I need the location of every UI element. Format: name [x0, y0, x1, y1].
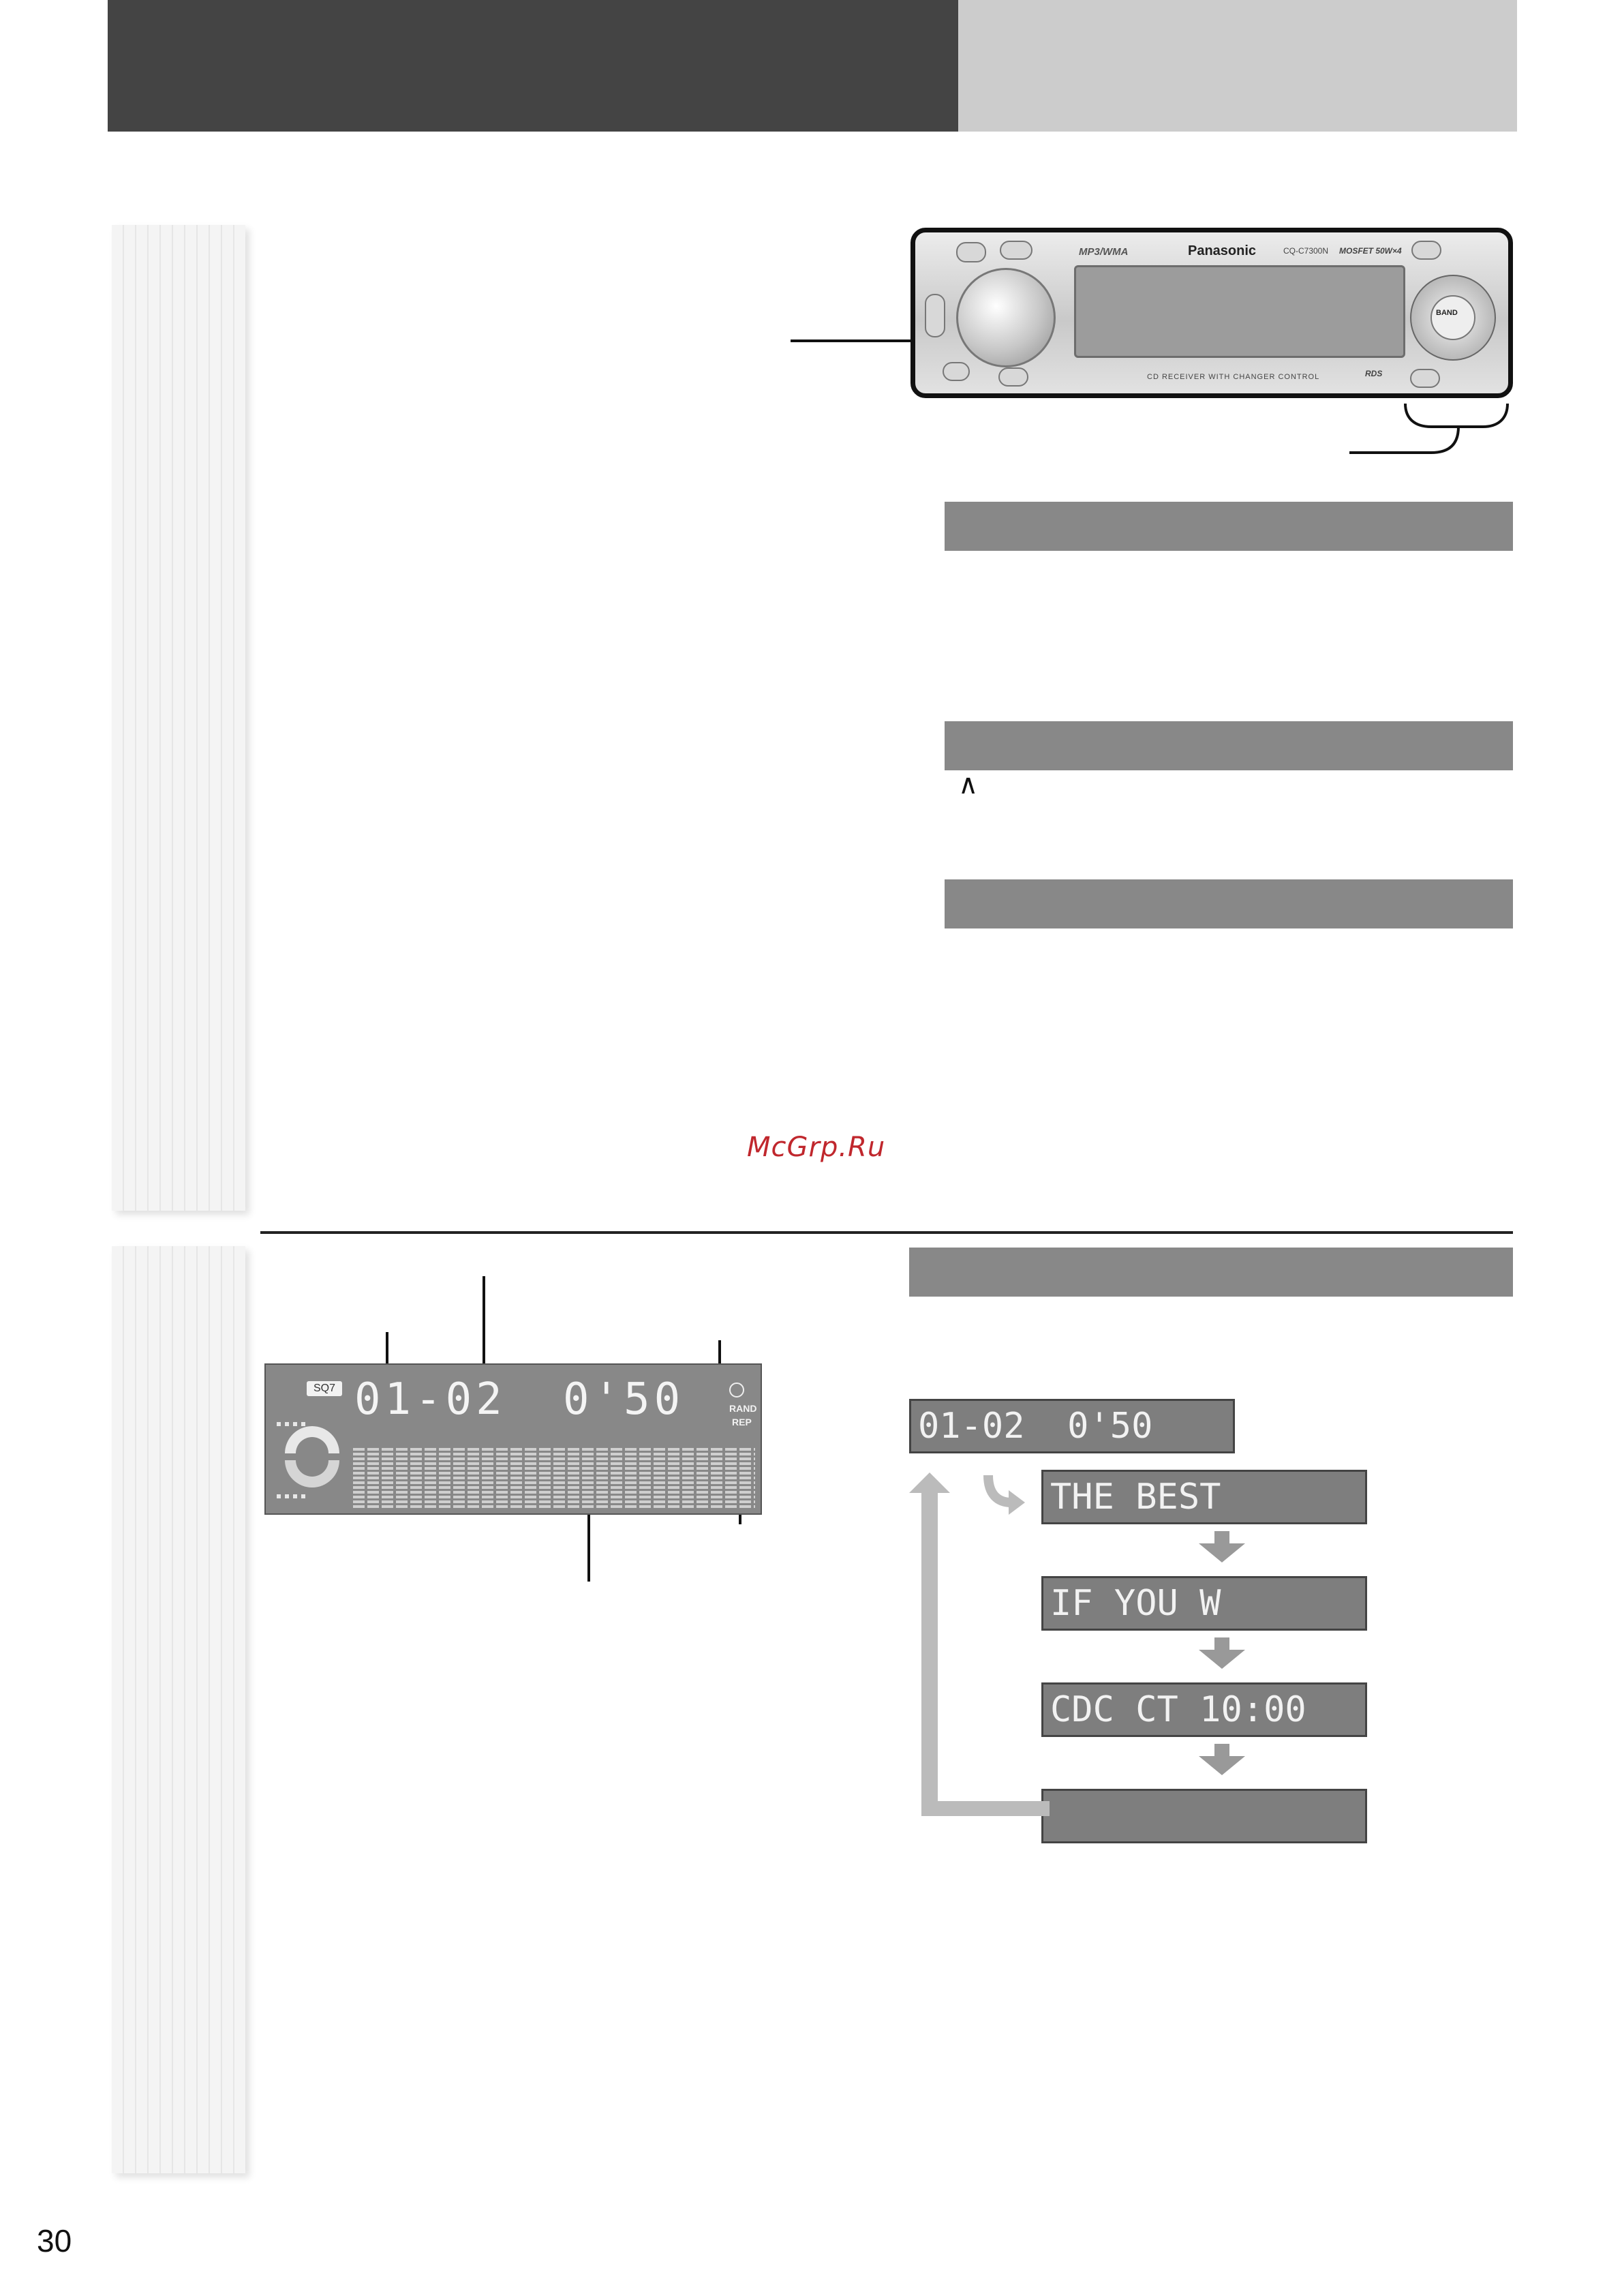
- model-number: CQ-C7300N: [1283, 246, 1329, 256]
- down-arrow-icon: [1199, 1543, 1245, 1562]
- track-readout: 01-02: [354, 1374, 506, 1425]
- down-arrow-icon: [1199, 1650, 1245, 1669]
- faceplate-screen: [1074, 265, 1405, 358]
- page-number: 30: [37, 2223, 72, 2259]
- head-unit-faceplate: [911, 228, 1513, 398]
- display-step-1: THE BEST: [1041, 1470, 1367, 1524]
- sq-badge: SQ7: [307, 1381, 342, 1396]
- rds-badge: RDS: [1365, 369, 1383, 378]
- format-badge: MP3/WMA: [1079, 246, 1129, 258]
- arrow-stem-1: [1214, 1531, 1229, 1543]
- sidebar-stripes-top: [112, 225, 245, 1211]
- callout-line-source: [791, 339, 912, 342]
- time-readout: 0'50: [563, 1374, 685, 1425]
- section-bar-3: [945, 879, 1513, 928]
- volume-knob: [956, 268, 1056, 367]
- sel-button: [998, 367, 1028, 387]
- caret-symbol: ∧: [958, 769, 979, 800]
- band-label: BAND: [1436, 309, 1458, 317]
- spectrum-bars: [353, 1447, 755, 1508]
- rep-label: REP: [732, 1417, 752, 1428]
- rand-label: RAND: [729, 1403, 757, 1414]
- level-wheel-icon: [271, 1413, 346, 1508]
- tilt-open-button: [1411, 241, 1441, 260]
- arrow-stem-2: [1214, 1637, 1229, 1650]
- source-button: [925, 294, 945, 337]
- disp-button: [943, 362, 970, 381]
- curved-arrow-icon: [981, 1470, 1029, 1517]
- display-step-2: IF YOU W: [1041, 1576, 1367, 1631]
- return-loop-arrow-icon: [906, 1472, 1050, 1827]
- header-light-band: [958, 0, 1517, 132]
- brand-logo: Panasonic: [1188, 243, 1257, 258]
- pty-button: [1410, 369, 1440, 388]
- faceplate-caption: CD RECEIVER WITH CHANGER CONTROL: [1147, 373, 1320, 381]
- arrow-stem-3: [1214, 1744, 1229, 1756]
- display-start-frame: 01-02 0'50: [909, 1399, 1235, 1453]
- callout-bracket-right: [1349, 399, 1513, 474]
- watermark: McGrp.Ru: [747, 1132, 886, 1163]
- power-badge: MOSFET 50W×4: [1339, 246, 1402, 256]
- display-step-3: CDC CT 10:00: [1041, 1682, 1367, 1737]
- mute-button: [956, 242, 986, 262]
- disc-icon: [729, 1383, 744, 1398]
- display-step-4: [1041, 1789, 1367, 1843]
- section-bar-4: [909, 1248, 1513, 1297]
- callout-line-track: [483, 1276, 485, 1373]
- section-bar-1: [945, 502, 1513, 551]
- header-dark-band: [108, 0, 958, 132]
- sq-button: [1000, 241, 1032, 260]
- lcd-display: [264, 1363, 762, 1515]
- section-bar-2: [945, 721, 1513, 770]
- section-divider: [260, 1231, 1513, 1234]
- down-arrow-icon: [1199, 1756, 1245, 1775]
- sidebar-stripes-bottom: [112, 1246, 245, 2173]
- band-button: [1430, 295, 1475, 340]
